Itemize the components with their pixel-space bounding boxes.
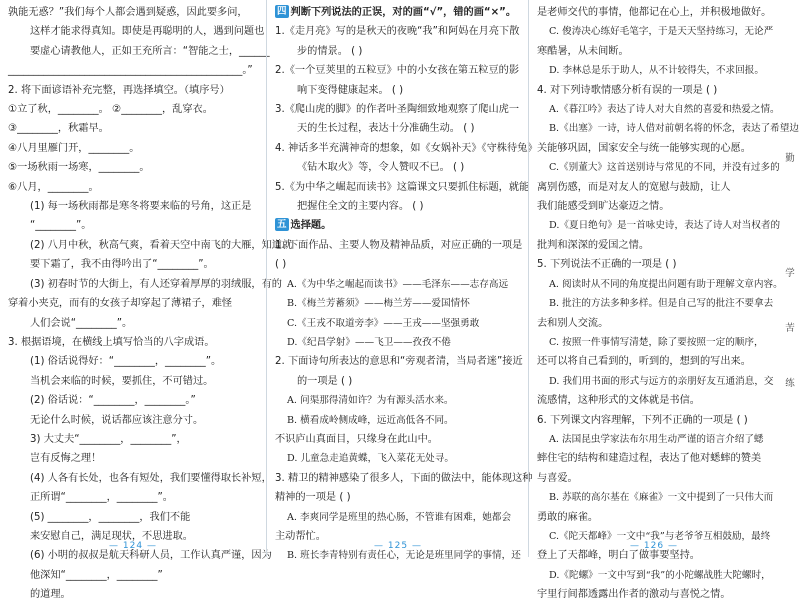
page2-line: 《钻木取火》等，令人赞叹不已。 ( ): [297, 162, 465, 174]
page1-line: 这样才能求得真知。即使是再聪明的人，遇到问题也: [30, 26, 265, 38]
left-page: [0, 0, 293, 601]
page3-line: A. 法国昆虫学家法布尔用生动严谨的语言介绍了蟋: [549, 433, 764, 445]
section-four-badge: 四: [277, 6, 287, 17]
page-number-middle: — 125 —: [374, 541, 422, 551]
page2-line: B.《梅兰芳蓄须》——梅兰芳——爱国情怀: [287, 298, 470, 310]
page3-line: 是老师交代的事情，他都记在心上，并积极地做好。: [537, 7, 772, 18]
page3-line: 流感情，这种形式的文体就是书信。: [537, 395, 700, 407]
page2-line: 1.《走月亮》写的是秋天的夜晚“我”和阿妈在月亮下散: [275, 26, 520, 38]
page3-line: 离别伤感，而是对友人的宽慰与鼓励，让人: [537, 181, 731, 193]
page1-line: ⑤一场秋雨一场寒，________。: [8, 162, 150, 174]
page1-line: 穿着小夹克，而有的女孩子却穿起了薄裙子，难怪: [8, 298, 233, 310]
page1-line: (1) 俗话说得好：“________，________”。: [30, 356, 222, 368]
side-char: 学: [785, 268, 795, 279]
page2-line: A.《为中华之崛起而读书》——毛泽东——志存高远: [287, 278, 509, 290]
page1-line: 要下霜了，我不由得吟出了“________”。: [30, 259, 214, 271]
page3-line: C. 按照一件事情写清楚，除了要按照一定的顺序，: [549, 336, 764, 348]
page2-line: B. 班长李青特别有责任心，无论是班里同学的事情，还: [287, 550, 521, 562]
page2-line: A. 问渠那得清如许？为有源头活水来。: [287, 395, 454, 407]
section-four-heading: [275, 3, 523, 22]
page3-line: 关能够巩固，国家安全与统一能够实现的心愿。: [537, 142, 751, 154]
page2-line: 不识庐山真面目，只缘身在此山中。: [275, 433, 438, 445]
page2-line: 把握住全文的主要内容。 ( ): [297, 201, 424, 213]
page3-line: A.《暮江吟》表达了诗人对大自然的喜爱和热爱之情。: [549, 104, 780, 116]
page3-line: 去和别人交流。: [537, 317, 609, 329]
page3-line: 宇里行间都透露出作者的激动与喜悦之情。: [537, 589, 731, 601]
side-char: 勤: [785, 153, 795, 164]
page1-line: 正所谓“________，________”。: [30, 492, 173, 504]
page2-line: 响下变得健康起来。 ( ): [297, 84, 404, 96]
page1-line: 孰能无惑？”我们每个人都会遇到疑惑，因此要多问，: [8, 7, 248, 18]
page2-line: 精神的一项是 ( ): [275, 492, 351, 504]
page-number-124: 124: [122, 541, 144, 551]
page3-line: D.《陀螺》一文中写到“我”的小陀螺战胜大陀螺时，: [549, 569, 771, 581]
page3-line: 批判和深深的爱国之情。: [537, 239, 650, 251]
page3-line: D.《夏日绝句》是一首咏史诗，表达了诗人对当权者的: [549, 220, 781, 232]
page1-line: 2. 将下面谚语补充完整，再选择填空。（填序号）: [8, 84, 230, 96]
page1-line: (2) 八月中秋，秋高气爽，看着天空中南飞的大雁，知道就: [30, 239, 293, 251]
page1-line: (5) ________，________，我们不能: [30, 511, 191, 523]
page1-line: 人们会说“________”。: [30, 317, 133, 329]
section-four-title: 判断下列说法的正误，对的画“√”，错的画“×”。: [290, 7, 517, 18]
page2-line: 2. 下面诗句所表达的意思和“旁观者清，当局者迷”接近: [275, 356, 523, 368]
page1-line: (2) 俗话说：“________，________。”: [30, 395, 196, 407]
page1-line: 的道理。: [30, 589, 71, 601]
page-number-125: 125: [387, 541, 409, 551]
page1-line: 无论什么时候，说话都应该注意分寸。: [30, 414, 204, 426]
page2-line: 2.《一个豆荚里的五粒豆》中的小女孩在第五粒豆的影: [275, 65, 520, 77]
page-number-126: 126: [643, 541, 665, 551]
page2-line: C.《王戎不取道旁李》——王戎——坚强勇敢: [287, 317, 480, 329]
page2-line: 步的情景。 ( ): [297, 45, 363, 57]
page1-line: ③________，秋霜早。: [8, 123, 109, 135]
section-five-title: 选择题。: [290, 220, 332, 232]
page3-line: 4. 对下列诗歌情感分析有误的一项是 ( ): [537, 84, 718, 96]
page2-line: 1. 下面作品、主要人物及精神品质，对应正确的一项是: [275, 239, 523, 251]
right-page: [528, 0, 801, 601]
page1-line: (4) 人各有长处，也各有短处，我们要懂得取长补短，: [30, 472, 272, 484]
side-char: 苦: [785, 323, 795, 334]
page2-line: 5.《为中华之崛起而读书》这篇课文只要抓住标题，就能: [275, 181, 530, 193]
page2-line: 4. 神话多半充满神奇的想象，如《女娲补天》《守株待兔》: [275, 142, 538, 154]
page-number-right: — 126 —: [630, 541, 678, 551]
page1-line: ______________________________________________。”: [8, 65, 253, 77]
page3-line: C.《陀天都峰》一文中“我”与老爷爷互相鼓励，最终: [549, 530, 771, 542]
page3-line: 寒酷暑，从未间断。: [537, 45, 629, 57]
page3-line: B. 苏联的高尔基在《麻雀》一文中提到了一只伟大而: [549, 492, 774, 504]
page1-line: 要虚心请教他人，正如王充所言：“智能之士，______: [30, 45, 270, 57]
page3-line: 与喜爱。: [537, 472, 578, 484]
page3-line: 蟀住宅的结构和建造过程，表达了他对蟋蟀的赞美: [537, 453, 762, 465]
page2-line: D.《纪昌学射》——飞卫——孜孜不倦: [287, 336, 451, 348]
side-char: 练: [785, 378, 795, 389]
page2-line: 3.《爬山虎的脚》的作者叶圣陶细致地观察了爬山虎一: [275, 104, 520, 116]
page3-line: 6. 下列课文内容理解，下列不正确的一项是 ( ): [537, 414, 748, 426]
page1-line: 来安慰自己，满足现状，不思进取。: [30, 530, 193, 542]
page1-line: “________”。: [30, 220, 92, 232]
middle-page: [266, 0, 538, 562]
page2-line: 的一项是 ( ): [297, 375, 353, 387]
page1-line: ④八月里雁门开，________。: [8, 142, 140, 154]
page1-line: ①立了秋，________。 ②________，乱穿衣。: [8, 104, 213, 116]
page2-line: 天的生长过程，表达十分准确生动。 ( ): [297, 123, 475, 135]
page3-line: C. 俊涛决心练好毛笔字，于是天天坚持练习，无论严: [549, 26, 774, 38]
page3-line: 登上了天都峰，明白了做事要坚持。: [537, 550, 700, 562]
page2-line: B. 横看成岭侧成峰，远近高低各不同。: [287, 414, 454, 426]
page3-line: D. 李林总是乐于助人，从不计较得失，不求回报。: [549, 65, 764, 77]
page2-line: ( ): [275, 259, 287, 271]
page1-line: 3. 根据语境，在横线上填写恰当的八字成语。: [8, 336, 215, 348]
page1-line: (3) 初春时节的大街上，有人还穿着厚厚的羽绒服，有的: [30, 278, 282, 290]
page-number-left: — 124 —: [109, 541, 157, 551]
page2-line: A. 李爽同学是班里的热心肠，不管谁有困难，她都会: [287, 511, 512, 523]
page2-line: 主动帮忙。: [275, 530, 326, 542]
page3-line: A. 阅读时从不同的角度提出问题有助于理解文章内容。: [549, 278, 783, 290]
page3-line: D. 我们用书面的形式与远方的亲朋好友互通消息，交: [549, 375, 774, 387]
page1-line: 当机会来临的时候，要抓住，不可错过。: [30, 375, 214, 387]
page1-line: (6) 小明的叔叔是航天科研人员，工作认真严谨，因为: [30, 550, 272, 562]
page1-line: 3) 大丈夫“________，________”，: [30, 433, 187, 445]
page1-line: 岂有反悔之理！: [30, 453, 102, 465]
section-five-badge: 五: [277, 219, 287, 231]
page2-line: D. 儿童急走追黄蝶，飞入菜花无处寻。: [287, 453, 454, 465]
page2-line: 3. 精卫的精神感染了很多人，下面的做法中，能体现这种: [275, 472, 533, 484]
page3-line: 勇敢的麻雀。: [537, 511, 599, 523]
page3-line: B. 批注的方法多种多样。但是自己写的批注不要拿去: [549, 298, 774, 310]
page3-line: C.《别董大》这首送别诗与常见的不同，并没有过多的: [549, 162, 780, 174]
page1-line: (1) 每一场秋雨都是寒冬将要来临的号角，这正是: [30, 201, 252, 213]
page3-line: 5. 下列说法不正确的一项是 ( ): [537, 259, 677, 271]
section-five-heading: [275, 216, 523, 235]
page3-line: B.《出塞》一诗，诗人借对前朝名将的怀念，表达了希望边: [549, 123, 799, 135]
page1-line: 他深知“________，________”: [30, 569, 163, 581]
page3-line: 还可以将自己看到的，听到的，想到的写出来。: [537, 356, 751, 368]
side-vertical-text: [782, 0, 798, 530]
page3-line: 我们能感受到旷达豪迈之情。: [537, 201, 670, 213]
page1-line: ⑥八月，________。: [8, 181, 99, 193]
